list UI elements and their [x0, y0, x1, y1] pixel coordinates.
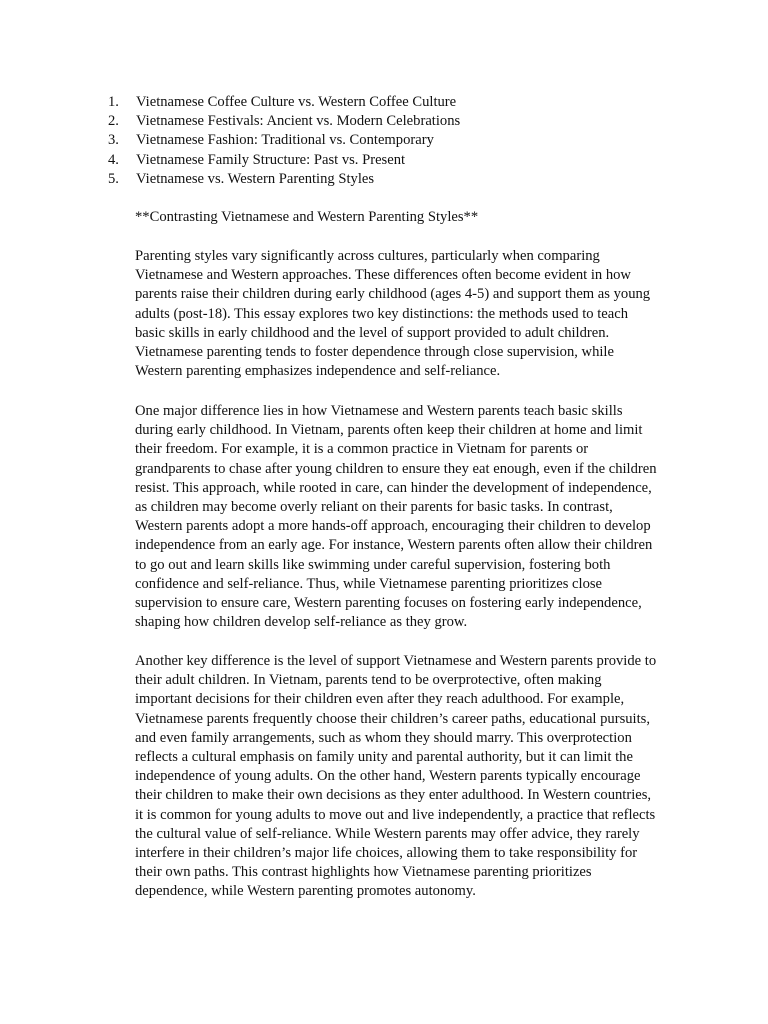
text-line: their freedom. For example, it is a common practice in Vietnam for parents or	[135, 441, 589, 458]
text-line: parents raise their children during early childhood (ages 4-5) and support them as young	[135, 286, 651, 303]
text-line: Vietnamese parenting tends to foster dependence through close supervision, while	[135, 344, 614, 361]
text-line: Western parenting emphasizes independence and self-reliance.	[135, 363, 501, 380]
list-item-text: Vietnamese vs. Western Parenting Styles	[136, 170, 375, 187]
list-number: 4.	[108, 151, 119, 168]
paragraph-intro	[135, 247, 680, 381]
text-line: supervision to ensure care, Western parenting focuses on fostering early independence,	[135, 595, 642, 612]
text-line: reflects a cultural emphasis on family unity and parental authority, but it can limit the	[135, 749, 633, 766]
text-line: important decisions for their children even after they reach adulthood. For example,	[135, 691, 625, 708]
text-line: confidence and self-reliance. Thus, while Vietnamese parenting prioritizes close	[135, 575, 603, 592]
text-line: it is common for young adults to move out and live independently, a practice that reflects	[135, 806, 656, 823]
list-item	[108, 170, 460, 189]
text-line: independence from an early age. For instance, Western parents often allow their children	[135, 537, 653, 554]
text-line: One major difference lies in how Vietnamese and Western parents teach basic skills	[135, 403, 623, 419]
text-line: their children to make their own decisions as they enter adulthood. In Western countries,	[135, 787, 652, 804]
paragraph-adult-support	[135, 652, 680, 902]
list-number: 1.	[108, 94, 119, 110]
text-line: their adult children. In Vietnam, parents tend to be overprotective, often making	[135, 672, 602, 689]
list-item-text: Vietnamese Family Structure: Past vs. Present	[136, 151, 406, 168]
text-line: Parenting styles vary significantly across cultures, particularly when comparing	[135, 248, 600, 264]
text-line: independence of young adults. On the other hand, Western parents typically encourage	[135, 768, 641, 785]
list-number: 3.	[108, 132, 119, 149]
list-item-text: Vietnamese Coffee Culture vs. Western Coffee Culture	[136, 94, 457, 110]
list-item-text: Vietnamese Fashion: Traditional vs. Contemporary	[136, 132, 434, 149]
text-line: adults (post-18). This essay explores two key distinctions: the methods used to teach	[135, 305, 629, 322]
text-line: and even family arrangements, such as whom they should marry. This overprotection	[135, 729, 632, 746]
text-line: to go out and learn skills like swimming under careful supervision, fostering both	[135, 556, 611, 573]
list-number: 2.	[108, 113, 119, 130]
text-line: shaping how children develop self-reliance as they grow.	[135, 614, 468, 631]
text-line: resist. This approach, while rooted in care, can hinder the development of independence,	[135, 479, 652, 496]
text-line: during early childhood. In Vietnam, parents often keep their children at home and limit	[135, 422, 643, 439]
text-line: as children may become overly reliant on their parents for basic tasks. In contrast,	[135, 499, 613, 516]
text-line: basic skills in early childhood and the level of support provided to adult children.	[135, 324, 610, 341]
text-line: grandparents to chase after young children to ensure they eat enough, even if the children	[135, 460, 657, 477]
list-item	[108, 112, 460, 131]
text-line: interfere in their children’s major life choices, allowing them to take responsibility for	[135, 845, 638, 862]
list-item	[108, 151, 460, 170]
text-line: the cultural value of self-reliance. While Western parents may offer advice, they rarely	[135, 825, 640, 842]
list-number: 5.	[108, 170, 119, 187]
text-line: Vietnamese and Western approaches. These differences often become evident in how	[135, 267, 631, 284]
topic-list	[108, 93, 460, 189]
essay-title: **Contrasting Vietnamese and Western Parenting Styles**	[135, 209, 479, 225]
text-line: Vietnamese parents frequently choose their children’s career paths, educational pursuits,	[135, 710, 650, 727]
paragraph-early-childhood	[135, 402, 680, 632]
text-line: their own paths. This contrast highlights how Vietnamese parenting prioritizes	[135, 864, 592, 881]
list-item	[108, 93, 460, 112]
text-line: Western parents adopt a more hands-off approach, encouraging their children to develop	[135, 518, 651, 535]
list-item-text: Vietnamese Festivals: Ancient vs. Modern Celebrations	[136, 113, 461, 130]
list-item	[108, 131, 460, 150]
text-line: dependence, while Western parenting promotes autonomy.	[135, 883, 476, 900]
text-line: Another key difference is the level of support Vietnamese and Western parents provide to	[135, 653, 657, 669]
